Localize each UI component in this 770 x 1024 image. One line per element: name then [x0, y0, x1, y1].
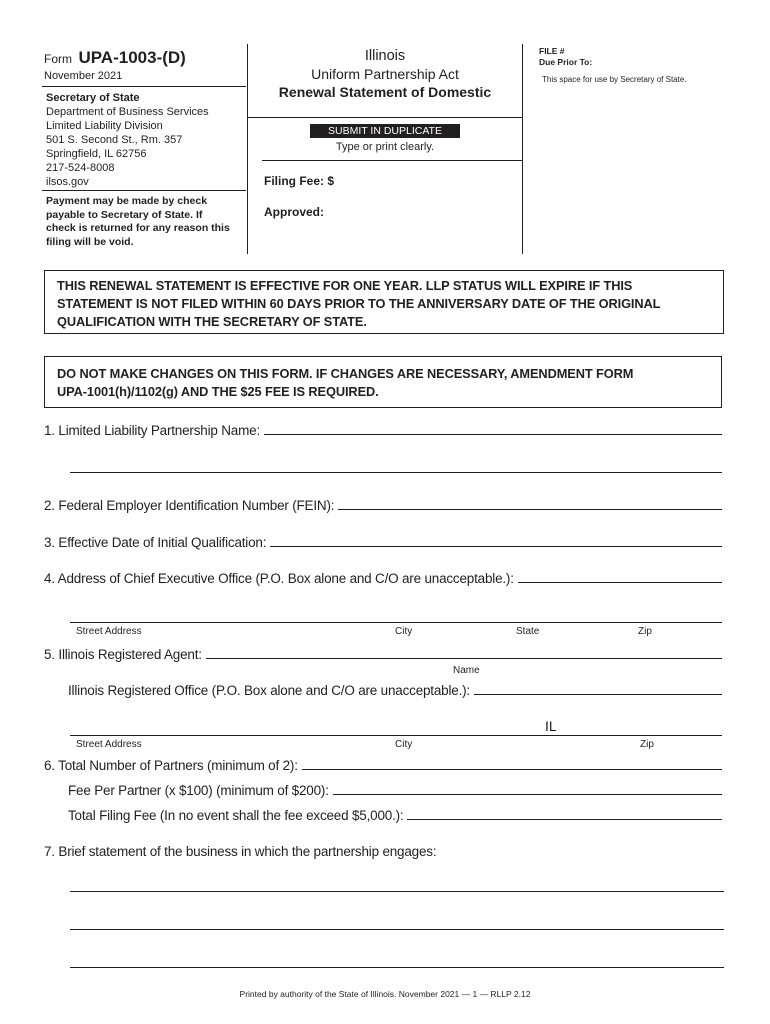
- effective-date-row: [44, 535, 722, 550]
- effective-notice-box: [44, 270, 724, 334]
- title-act: Uniform Partnership Act: [311, 66, 459, 82]
- business-statement-input-line-3[interactable]: [70, 967, 724, 968]
- agency-line: 217-524-8008: [46, 162, 115, 174]
- type-print-note: Type or print clearly.: [335, 141, 435, 153]
- form-date: November 2021: [44, 70, 123, 82]
- registered-office-label: Illinois Registered Office (P.O. Box alone and C/O are unacceptable.):: [68, 683, 470, 698]
- form-number: UPA-1003-(D): [78, 48, 186, 67]
- title-block: [248, 47, 522, 101]
- ceo-address-input-line-2[interactable]: [70, 622, 722, 623]
- fee-per-partner-input[interactable]: [333, 794, 722, 795]
- header-left-rule: [42, 86, 246, 87]
- office-street-caption: Street Address: [76, 739, 142, 750]
- file-number-label: FILE #: [539, 46, 565, 56]
- fein-row: [44, 498, 722, 513]
- title-rule: [248, 117, 522, 118]
- ceo-address-row: [44, 571, 722, 586]
- header-left-rule-2: [42, 190, 246, 191]
- agency-line: 501 S. Second St., Rm. 357: [46, 134, 183, 146]
- form-id: [44, 48, 186, 68]
- partners-count-row: [44, 758, 722, 773]
- filing-fee-label: Filing Fee: $: [264, 174, 335, 188]
- ceo-street-caption: Street Address: [76, 626, 142, 637]
- registered-agent-input[interactable]: [206, 658, 722, 659]
- agency-line: Department of Business Services: [46, 106, 209, 118]
- business-statement-input-line-1[interactable]: [70, 891, 724, 892]
- title-rule-2: [262, 160, 522, 161]
- title-statement: Renewal Statement of Domestic: [278, 84, 492, 100]
- ceo-address-label: 4. Address of Chief Executive Office (P.O. Box alone and C/O are unacceptable.):: [44, 571, 514, 586]
- fee-per-partner-label: Fee Per Partner (x $100) (minimum of $200):: [68, 783, 329, 798]
- registered-agent-row: [44, 647, 722, 662]
- ceo-zip-caption: Zip: [638, 626, 652, 637]
- header-divider-right: [522, 44, 523, 254]
- registered-office-input[interactable]: [474, 694, 722, 695]
- fein-label: 2. Federal Employer Identification Number (FEIN):: [44, 498, 335, 513]
- total-fee-input[interactable]: [407, 819, 722, 820]
- partners-count-input[interactable]: [302, 769, 722, 770]
- registered-office-input-line-2[interactable]: [70, 735, 722, 736]
- footer-printed-by: Printed by authority of the State of Illinois. November 2021 — 1 — RLLP 2.12: [239, 989, 531, 999]
- ceo-address-input[interactable]: [518, 582, 722, 583]
- form-prefix: Form: [44, 52, 72, 66]
- sos-use-note: This space for use by Secretary of State.: [542, 75, 687, 84]
- office-state-value: IL: [545, 718, 557, 734]
- agency-block: [46, 91, 209, 189]
- effective-date-input[interactable]: [270, 546, 722, 547]
- fee-per-partner-row: [68, 783, 722, 798]
- total-fee-row: [68, 808, 722, 823]
- office-zip-caption: Zip: [640, 739, 654, 750]
- business-statement-input-line-2[interactable]: [70, 929, 724, 930]
- payment-note: Payment may be made by check payable to Secretary of State. If check is returned for any reason this filing will be void.: [46, 195, 230, 248]
- partnership-name-label: 1. Limited Liability Partnership Name:: [44, 423, 261, 438]
- business-statement-label: 7. Brief statement of the business in which the partnership engages:: [44, 844, 437, 859]
- office-city-caption: City: [395, 739, 413, 750]
- agency-line: Springfield, IL 62756: [46, 148, 147, 160]
- fein-input[interactable]: [338, 509, 722, 510]
- partnership-name-input-line-2[interactable]: [70, 472, 722, 473]
- effective-notice: THIS RENEWAL STATEMENT IS EFFECTIVE FOR ONE YEAR. LLP STATUS WILL EXPIRE IF THIS STATEMENT IS NOT FILED WITHIN 60 DAYS PRIOR TO THE ANNIVERSARY DATE OF THE ORIGINAL QUALIFICATION WITH THE SECRETARY OF STATE.: [57, 278, 661, 329]
- submit-badge: SUBMIT IN DUPLICATE: [310, 124, 460, 138]
- agent-name-caption: Name: [453, 665, 480, 676]
- partners-count-label: 6. Total Number of Partners (minimum of 2):: [44, 758, 298, 773]
- ceo-state-caption: State: [516, 626, 540, 637]
- total-fee-label: Total Filing Fee (In no event shall the fee exceed $5,000.):: [68, 808, 404, 823]
- agency-name: Secretary of State: [46, 92, 140, 104]
- agency-line: ilsos.gov: [46, 176, 89, 188]
- effective-date-label: 3. Effective Date of Initial Qualification:: [44, 535, 267, 550]
- ceo-city-caption: City: [395, 626, 413, 637]
- no-changes-notice-box: [44, 356, 722, 408]
- partnership-name-input[interactable]: [264, 434, 722, 435]
- no-changes-notice: DO NOT MAKE CHANGES ON THIS FORM. IF CHANGES ARE NECESSARY, AMENDMENT FORM UPA-1001(h)/1102(g) AND THE $25 FEE IS REQUIRED.: [57, 366, 634, 399]
- registered-agent-label: 5. Illinois Registered Agent:: [44, 647, 202, 662]
- agency-line: Limited Liability Division: [46, 120, 163, 132]
- approved-label: Approved:: [264, 205, 324, 219]
- title-state: Illinois: [364, 48, 406, 64]
- partnership-name-row: [44, 423, 722, 438]
- registered-office-row: [68, 683, 722, 698]
- due-prior-label: Due Prior To:: [539, 57, 593, 67]
